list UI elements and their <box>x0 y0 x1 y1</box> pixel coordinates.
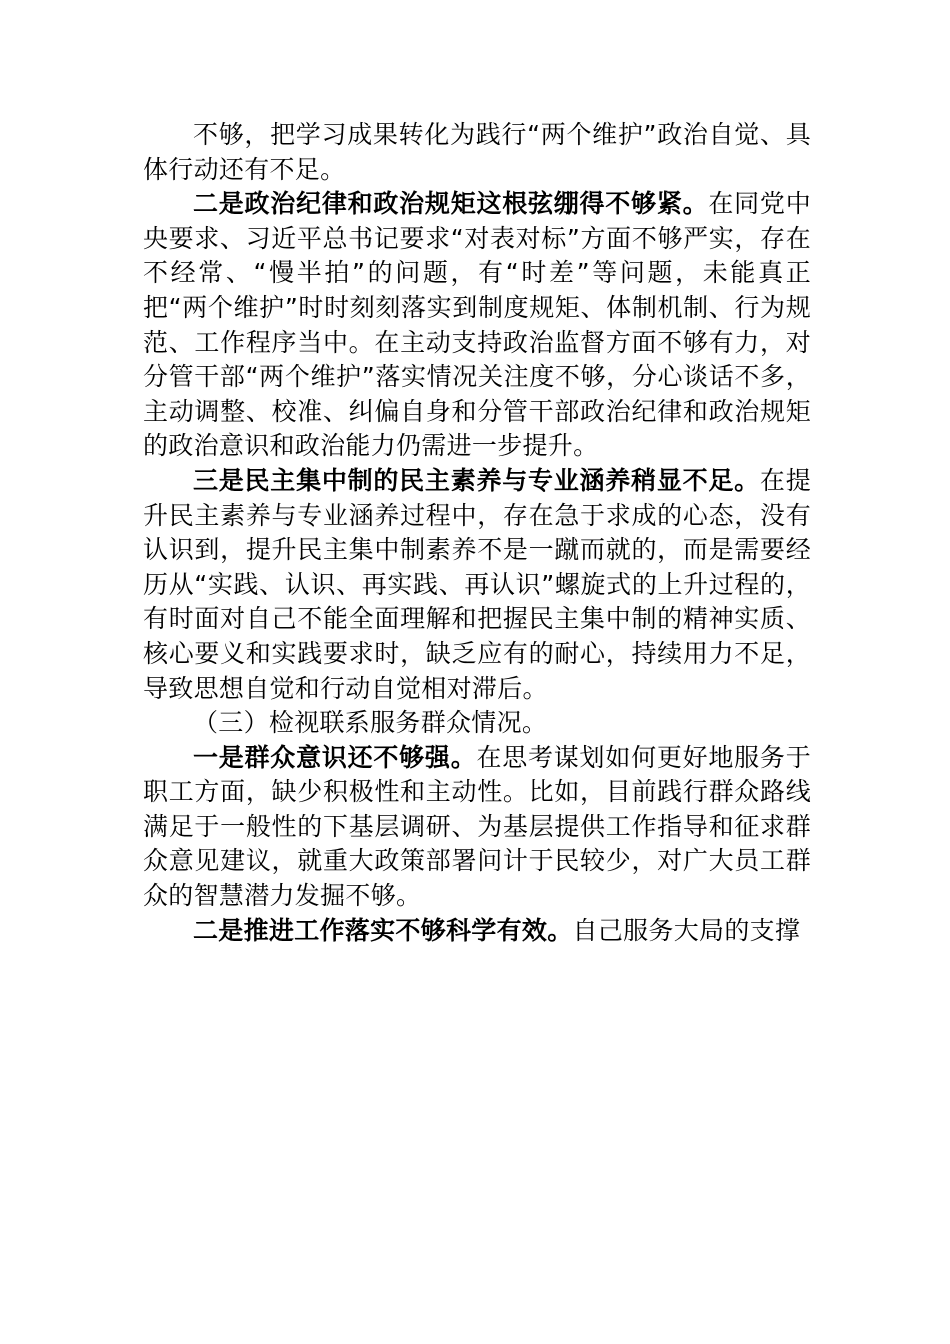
paragraph-5 <box>143 914 811 949</box>
paragraph-3 <box>143 464 811 706</box>
section-heading <box>143 706 811 741</box>
paragraph-3-text: 在提升民主素养与专业涵养过程中，存在急于求成的心态，没有认识到，提升民主集中制素养不是一蹴而就的，而是需要经历从“实践、认识、再实践、再认识”螺旋式的上升过程的，有时面对自己不能全面理解和把握民主集中制的精神实质、核心要义和实践要求时，缺乏应有的耐心，持续用力不足，导致思想自觉和行动自觉相对滞后。 <box>143 465 811 703</box>
paragraph-5-heading: 二是推进工作落实不够科学有效。 <box>193 915 573 945</box>
paragraph-1-text: 不够，把学习成果转化为践行“两个维护”政治自觉、具体行动还有不足。 <box>143 120 811 184</box>
paragraph-2-heading: 二是政治纪律和政治规矩这根弦绷得不够紧。 <box>193 189 709 219</box>
paragraph-4-text: 在思考谋划如何更好地服务于职工方面，缺少积极性和主动性。比如，目前践行群众路线满足于一般性的下基层调研、为基层提供工作指导和征求群众意见建议，就重大政策部署问计于民较少，对广大员工群众的智慧潜力发掘不够。 <box>143 742 811 911</box>
paragraph-2 <box>143 187 811 464</box>
paragraph-3-heading: 三是民主集中制的民主素养与专业涵养稍显不足。 <box>193 465 760 495</box>
paragraph-1 <box>143 118 811 187</box>
paragraph-4 <box>143 741 811 914</box>
section-heading-text: （三）检视联系服务群众情况。 <box>193 708 548 738</box>
paragraph-5-text: 自己服务大局的支撑 <box>572 915 801 945</box>
document-body <box>143 118 811 948</box>
paragraph-2-text: 在同党中央要求、习近平总书记要求“对表对标”方面不够严实，存在不经常、“慢半拍”的问题，有“时差”等问题，未能真正把“两个维护”时时刻刻落实到制度规矩、体制机制、行为规范、工作程序当中。在主动支持政治监督方面不够有力，对分管干部“两个维护”落实情况关注度不够，分心谈话不多，主动调整、校准、纠偏自身和分管干部政治纪律和政治规矩的政治意识和政治能力仍需进一步提升。 <box>143 189 811 461</box>
paragraph-4-heading: 一是群众意识还不够强。 <box>193 742 477 772</box>
